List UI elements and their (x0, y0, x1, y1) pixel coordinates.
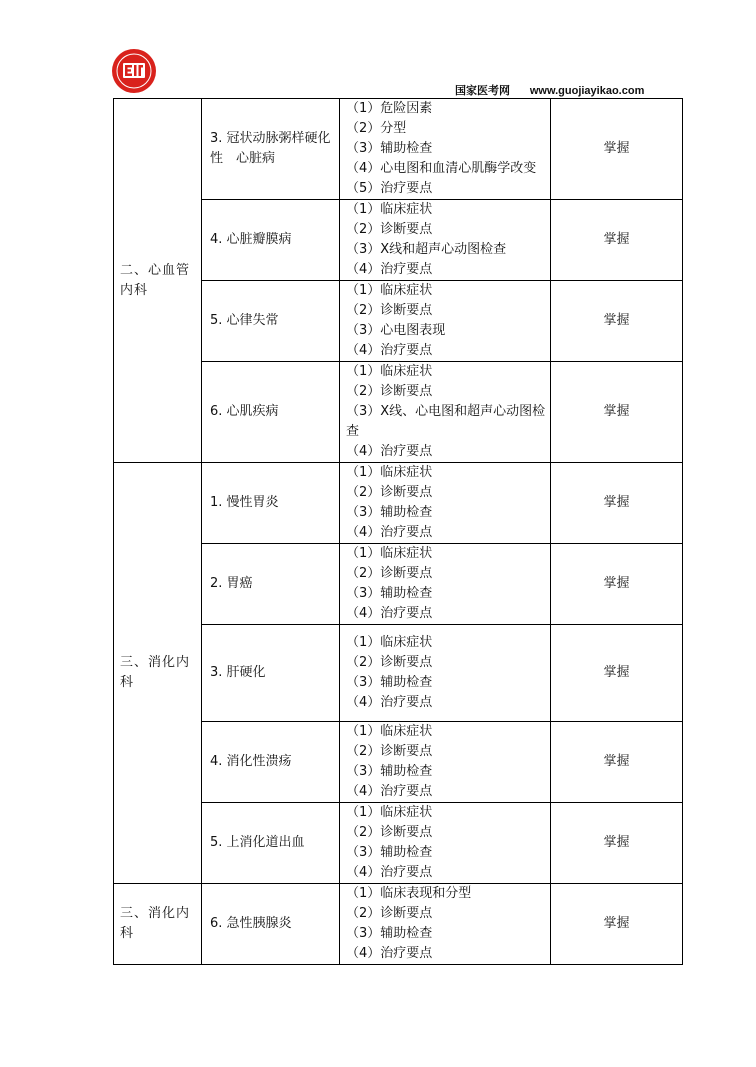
items-cell (340, 722, 551, 803)
list-item: （3）X线和超声心动图检查 (346, 242, 507, 257)
header (455, 82, 644, 98)
list-item: （1）临床表现和分型 (346, 886, 472, 901)
list-item: （1）危险因素 (346, 101, 433, 116)
list-item: （3）辅助检查 (346, 505, 433, 520)
items-cell (340, 884, 551, 965)
list-item: （3）辅助检查 (346, 141, 433, 156)
list-item: （2）诊断要点 (346, 485, 433, 500)
category-cell (114, 463, 202, 884)
topic-cell (202, 463, 340, 544)
list-item: （1）临床症状 (346, 465, 433, 480)
list-item: （3）X线、心电图和超声心动图检查 (346, 404, 546, 439)
list-item: （2）诊断要点 (346, 303, 433, 318)
list-item: （1）临床症状 (346, 364, 433, 379)
list-item: （2）诊断要点 (346, 655, 433, 670)
list-item: （2）诊断要点 (346, 566, 433, 581)
topic-cell (202, 281, 340, 362)
list-item: （3）辅助检查 (346, 845, 433, 860)
topic-label: 5. 上消化道出血 (210, 835, 305, 850)
topic-label: 6. 心肌疾病 (210, 404, 279, 419)
requirement-cell (551, 722, 683, 803)
list-item: （4）治疗要点 (346, 343, 433, 358)
items-cell (340, 281, 551, 362)
requirement-label: 掌握 (603, 232, 630, 247)
list-item: （3）心电图表现 (346, 323, 446, 338)
topic-label: 6. 急性胰腺炎 (210, 916, 292, 931)
topic-label: 1. 慢性胃炎 (210, 495, 279, 510)
topic-cell (202, 803, 340, 884)
category-label: 三、消化内科 (120, 906, 191, 941)
list-item: （2）分型 (346, 121, 407, 136)
list-item: （4）治疗要点 (346, 525, 433, 540)
topic-label: 4. 心脏瓣膜病 (210, 232, 292, 247)
list-item: （5）治疗要点 (346, 181, 433, 196)
list-item: （4）治疗要点 (346, 865, 433, 880)
list-item: （4）心电图和血清心肌酶学改变 (346, 161, 537, 176)
requirement-label: 掌握 (603, 495, 630, 510)
category-label: 二、心血管内科 (120, 262, 191, 298)
items-cell (340, 362, 551, 463)
list-item: （2）诊断要点 (346, 744, 433, 759)
items-cell (340, 99, 551, 200)
requirement-cell (551, 625, 683, 722)
site-url[interactable]: www.guojiayikao.com (529, 85, 645, 97)
table-row (114, 463, 683, 544)
site-logo (111, 48, 157, 94)
requirement-cell (551, 544, 683, 625)
requirement-cell (551, 281, 683, 362)
topic-label: 4. 消化性溃疡 (210, 754, 292, 769)
table-row (114, 99, 683, 200)
syllabus-table (113, 98, 683, 965)
list-item: （4）治疗要点 (346, 695, 433, 710)
list-item: （1）临床症状 (346, 635, 433, 650)
requirement-cell (551, 803, 683, 884)
list-item: （2）诊断要点 (346, 222, 433, 237)
list-item: （1）临床症状 (346, 546, 433, 561)
list-item: （4）治疗要点 (346, 444, 433, 459)
topic-cell (202, 200, 340, 281)
items-cell (340, 200, 551, 281)
requirement-label: 掌握 (603, 404, 630, 419)
list-item: （3）辅助检查 (346, 675, 433, 690)
list-item: （2）诊断要点 (346, 906, 433, 921)
requirement-label: 掌握 (603, 313, 630, 328)
items-cell (340, 625, 551, 722)
topic-cell (202, 884, 340, 965)
topic-label: 3. 肝硬化 (210, 665, 266, 680)
list-item: （3）辅助检查 (346, 764, 433, 779)
topic-cell (202, 99, 340, 200)
list-item: （4）治疗要点 (346, 946, 433, 961)
items-cell (340, 463, 551, 544)
list-item: （4）治疗要点 (346, 784, 433, 799)
requirement-label: 掌握 (603, 141, 630, 156)
list-item: （4）治疗要点 (346, 262, 433, 277)
requirement-label: 掌握 (603, 665, 630, 680)
list-item: （3）辅助检查 (346, 586, 433, 601)
category-cell (114, 884, 202, 965)
topic-label: 3. 冠状动脉粥样硬化性 心脏病 (210, 131, 331, 166)
requirement-cell (551, 884, 683, 965)
topic-label: 2. 胃癌 (210, 576, 253, 591)
list-item: （1）临床症状 (346, 805, 433, 820)
items-cell (340, 544, 551, 625)
requirement-label: 掌握 (603, 916, 630, 931)
requirement-cell (551, 362, 683, 463)
items-cell (340, 803, 551, 884)
list-item: （3）辅助检查 (346, 926, 433, 941)
topic-cell (202, 544, 340, 625)
requirement-cell (551, 99, 683, 200)
list-item: （2）诊断要点 (346, 825, 433, 840)
list-item: （2）诊断要点 (346, 384, 433, 399)
requirement-label: 掌握 (603, 835, 630, 850)
category-label: 三、消化内科 (120, 655, 191, 690)
topic-label: 5. 心律失常 (210, 313, 279, 328)
list-item: （4）治疗要点 (346, 606, 433, 621)
category-cell (114, 99, 202, 463)
requirement-cell (551, 200, 683, 281)
table-row (114, 884, 683, 965)
list-item: （1）临床症状 (346, 724, 433, 739)
list-item: （1）临床症状 (346, 202, 433, 217)
requirement-cell (551, 463, 683, 544)
topic-cell (202, 722, 340, 803)
topic-cell (202, 625, 340, 722)
topic-cell (202, 362, 340, 463)
site-name: 国家医考网 (455, 84, 510, 97)
requirement-label: 掌握 (603, 754, 630, 769)
requirement-label: 掌握 (603, 576, 630, 591)
list-item: （1）临床症状 (346, 283, 433, 298)
